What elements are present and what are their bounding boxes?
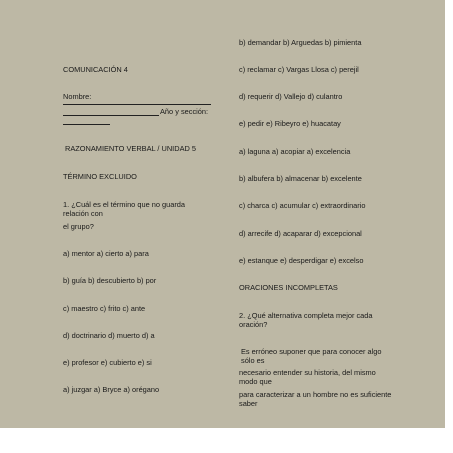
sentence-line-2: necesario entender su historia, del mismo modo que bbox=[239, 368, 376, 387]
option-row: b) guía b) descubierto b) por bbox=[63, 276, 157, 285]
name-blank-line bbox=[63, 104, 211, 105]
option-row: d) arrecife d) acaparar d) excepcional bbox=[239, 229, 362, 238]
option-row: e) estanque e) desperdigar e) excelso bbox=[239, 256, 364, 265]
name-label: Nombre: bbox=[63, 92, 92, 101]
question-2: 2. ¿Qué alternativa completa mejor cada oración? bbox=[239, 311, 373, 330]
option-row: b) albufera b) almacenar b) excelente bbox=[239, 174, 362, 183]
year-blank-line bbox=[63, 108, 159, 116]
section-title-termino-excluido: TÉRMINO EXCLUIDO bbox=[63, 172, 137, 181]
option-row: a) laguna a) acopiar a) excelencia bbox=[239, 147, 351, 156]
option-row: d) doctrinario d) muerto d) a bbox=[63, 331, 155, 340]
question-1: 1. ¿Cuál es el término que no guarda relación con bbox=[63, 200, 186, 219]
option-row: b) demandar b) Arguedas b) pimienta bbox=[239, 38, 362, 47]
year-section-row bbox=[63, 107, 231, 116]
sentence-line-1: Es erróneo suponer que para conocer algo sólo es bbox=[241, 347, 382, 366]
course-title: COMUNICACIÓN 4 bbox=[63, 65, 128, 74]
option-row: d) requerir d) Vallejo d) culantro bbox=[239, 92, 343, 101]
option-row: c) reclamar c) Vargas Llosa c) perejil bbox=[239, 65, 359, 74]
sentence-line-3: para caracterizar a un hombre no es suficiente saber bbox=[239, 390, 392, 409]
year-section-label: Año y sección: bbox=[160, 107, 209, 116]
section-blank-line bbox=[63, 124, 110, 125]
option-row: e) profesor e) cubierto e) si bbox=[63, 358, 152, 367]
unit-title: RAZONAMIENTO VERBAL / UNIDAD 5 bbox=[65, 144, 197, 153]
option-row: c) maestro c) frito c) ante bbox=[63, 304, 146, 313]
question-1-continued: el grupo? bbox=[63, 222, 94, 231]
option-row: a) juzgar a) Bryce a) orégano bbox=[63, 385, 160, 394]
section-title-oraciones-incompletas: ORACIONES INCOMPLETAS bbox=[239, 283, 338, 292]
option-row: a) mentor a) cierto a) para bbox=[63, 249, 149, 258]
option-row: e) pedir e) Ribeyro e) huacatay bbox=[239, 119, 341, 128]
option-row: c) charca c) acumular c) extraordinario bbox=[239, 201, 366, 210]
